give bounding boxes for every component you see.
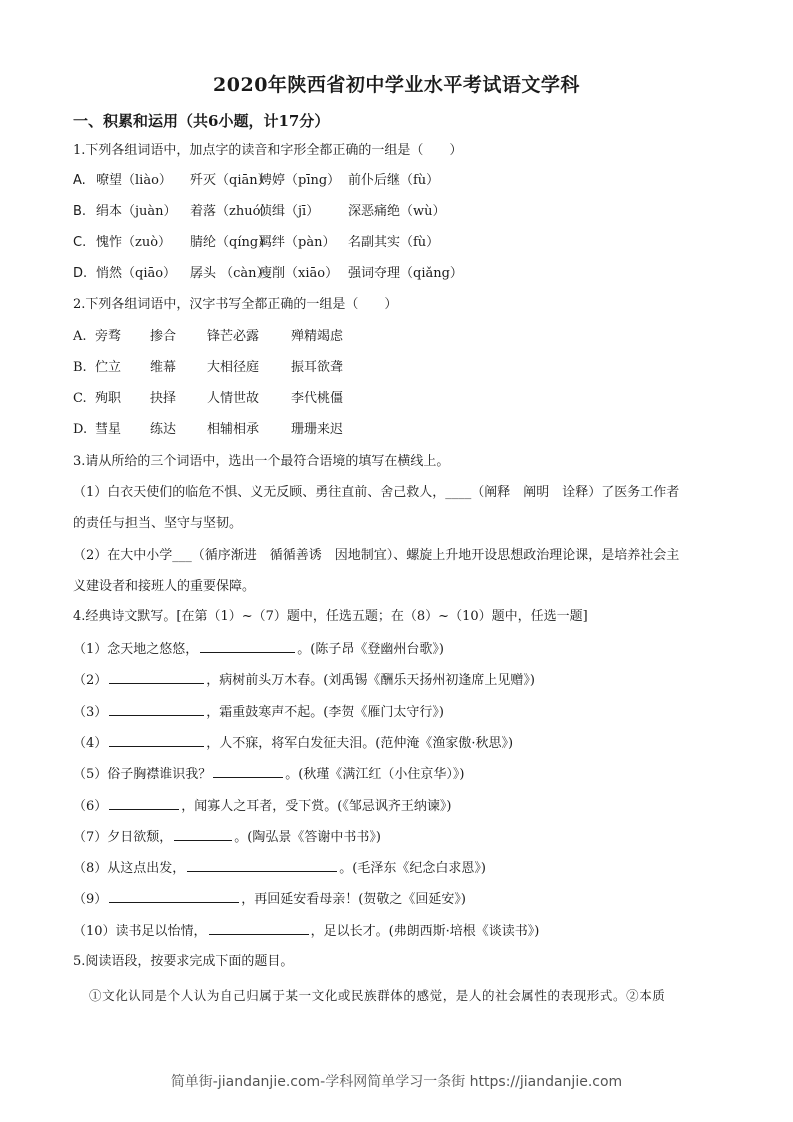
option-word: 绢本（juàn） [96,204,177,219]
option-word: 练达 [150,422,177,437]
item-number: （3） [73,704,108,720]
option-word: 伫立 [95,360,122,375]
option-word: 彗星 [95,422,122,437]
q2-option-row [73,359,344,377]
q4-item [73,859,486,878]
q3-part1-line1: （1）白衣天使们的临危不惧、义无反顾、勇往直前、舍己救人，____（阐释 阐明 诠释）了医务工作者 [73,485,680,500]
answer-blank[interactable] [109,703,204,716]
q2-option-row [73,328,344,346]
option-word: 愧怍（zuò） [96,235,172,250]
q4-item [73,640,444,659]
option-word: 振耳欲聋 [291,360,344,375]
option-word: 羁绊（pàn） [259,235,336,250]
q1-option-row [73,203,446,221]
option-word: 李代桃僵 [291,391,344,406]
item-number: （5） [73,767,108,783]
footer-watermark: 简单街-jiandanjie.com-学科网简单学习一条街 https://jiandanjie.com [170,1074,623,1090]
option-word: 前仆后继（fù） [348,173,440,188]
q1-option-row [73,234,440,252]
option-word: 掺合 [150,329,177,344]
option-word: 殚精竭虑 [291,329,344,344]
item-text-after: 。(毛泽东《纪念白求恩》) [339,861,486,877]
q4-stem: 4.经典诗文默写。[在第（1）~（7）题中，任选五题；在（8）~（10）题中，任选一题] [73,609,588,624]
answer-blank[interactable] [209,922,309,935]
q2-option-row [73,390,344,408]
option-letter: A. [73,173,86,188]
q3-part2-line1: （2）在大中小学___（循序渐进 循循善诱 因地制宜）、螺旋上升地开设思想政治理论课，是培养社会主 [73,548,680,563]
answer-blank[interactable] [109,797,179,810]
option-word: 锋芒必露 [207,329,260,344]
item-number: （4） [73,735,108,751]
item-text-after: ，再回延安看母亲！(贺敬之《回延安》) [241,892,466,908]
q5-paragraph: ①文化认同是个人认为自己归属于某一文化或民族群体的感觉，是人的社会属性的表现形式。②本质 [89,988,666,1003]
answer-blank[interactable] [187,859,337,872]
item-text-after: 。(陈子昂《登幽州台歌》) [297,642,444,657]
option-letter: A. [73,329,87,344]
option-letter: D. [73,266,88,281]
answer-blank[interactable] [109,671,204,684]
option-letter: C. [73,235,87,250]
option-word: 悄然（qiāo） [96,266,177,281]
item-text-after: ，闻寡人之耳者，受下赏。(《邹忌讽齐王纳谏》) [181,798,452,814]
item-text-after: ，霜重鼓寒声不起。(李贺《雁门太守行》) [206,704,444,720]
q4-item [73,734,513,753]
q3-part2-line2: 义建设者和接班人的重要保障。 [73,579,256,594]
answer-blank[interactable] [109,890,239,903]
item-number: （10） [73,923,116,939]
item-number: （8） [73,861,108,877]
q4-item [73,890,466,909]
option-word: 珊珊来迟 [291,422,344,437]
item-text-before: 读书足以怡情， [115,923,207,939]
answer-blank[interactable] [109,734,204,747]
option-word: 维幕 [150,360,177,375]
q3-stem: 3.请从所给的三个词语中，选出一个最符合语境的填写在横线上。 [73,454,450,469]
option-word: 名副其实（fù） [348,235,440,250]
q2-option-row [73,421,344,439]
option-letter: B. [73,360,87,375]
option-word: 大相径庭 [207,360,260,375]
q4-item [73,765,464,784]
answer-blank[interactable] [213,765,283,778]
item-text-after: 。(陶弘景《答谢中书书》) [234,829,381,845]
document-title: 2020年陕西省初中学业水平考试语文学科 [213,74,580,96]
option-word: 孱头 （càn） [190,266,270,281]
item-text-before: 夕日欲颓， [107,829,173,845]
option-word: 着落（zhuó） [190,204,274,219]
option-letter: D. [73,422,88,437]
option-word: 侦缉（jī） [259,204,320,219]
q3-part1-line2: 的责任与担当、坚守与坚韧。 [73,516,243,531]
q4-item [73,828,381,847]
item-text-after: 。(秋瑾《满江红（小住京华）》) [285,767,465,783]
q4-item [73,671,535,690]
option-letter: C. [73,391,87,406]
section-heading: 一、积累和运用（共6小题，计17分） [73,112,330,130]
item-number: （1） [73,642,108,657]
q1-stem: 1.下列各组词语中，加点字的读音和字形全都正确的一组是（ ） [73,143,463,158]
option-word: 殉职 [95,391,122,406]
q5-stem: 5.阅读语段，按要求完成下面的题目。 [73,954,294,969]
answer-blank[interactable] [174,828,232,841]
option-word: 抉择 [150,391,177,406]
option-word: 旁骛 [95,329,122,344]
option-word: 人情世故 [207,391,260,406]
q1-option-row [73,265,463,283]
option-word: 相辅相承 [207,422,260,437]
option-word: 娉婷（pīng） [259,173,341,188]
option-word: 强词夺理（qiǎng） [348,266,463,281]
item-text-after: ，人不寐，将军白发征夫泪。(范仲淹《渔家傲·秋思》) [206,735,514,751]
item-text-before: 俗子胸襟谁识我？ [107,767,212,783]
item-number: （7） [73,829,108,845]
q4-item [73,797,451,816]
option-word: 嘹望（liào） [96,173,172,188]
item-text-before: 念天地之悠悠， [107,642,199,657]
item-text-before: 从这点出发， [107,861,186,877]
option-word: 腈纶（qíng） [190,235,272,250]
q4-item [73,922,539,941]
item-number: （2） [73,673,108,689]
item-number: （9） [73,892,108,908]
q4-item [73,703,444,722]
option-word: 歼灭（qiān） [190,173,271,188]
option-word: 深恶痛绝（wù） [348,204,446,219]
q1-option-row [73,172,440,190]
answer-blank[interactable] [200,640,295,653]
item-text-after: ，病树前头万木春。(刘禹锡《酬乐天扬州初逢席上见赠》) [206,673,535,689]
option-letter: B. [73,204,87,219]
option-word: 瘦削（xiāo） [259,266,339,281]
item-text-after: ，足以长才。(弗朗西斯·培根《谈读书》) [310,923,540,939]
item-number: （6） [73,798,108,814]
q2-stem: 2.下列各组词语中，汉字书写全都正确的一组是（ ） [73,297,398,312]
